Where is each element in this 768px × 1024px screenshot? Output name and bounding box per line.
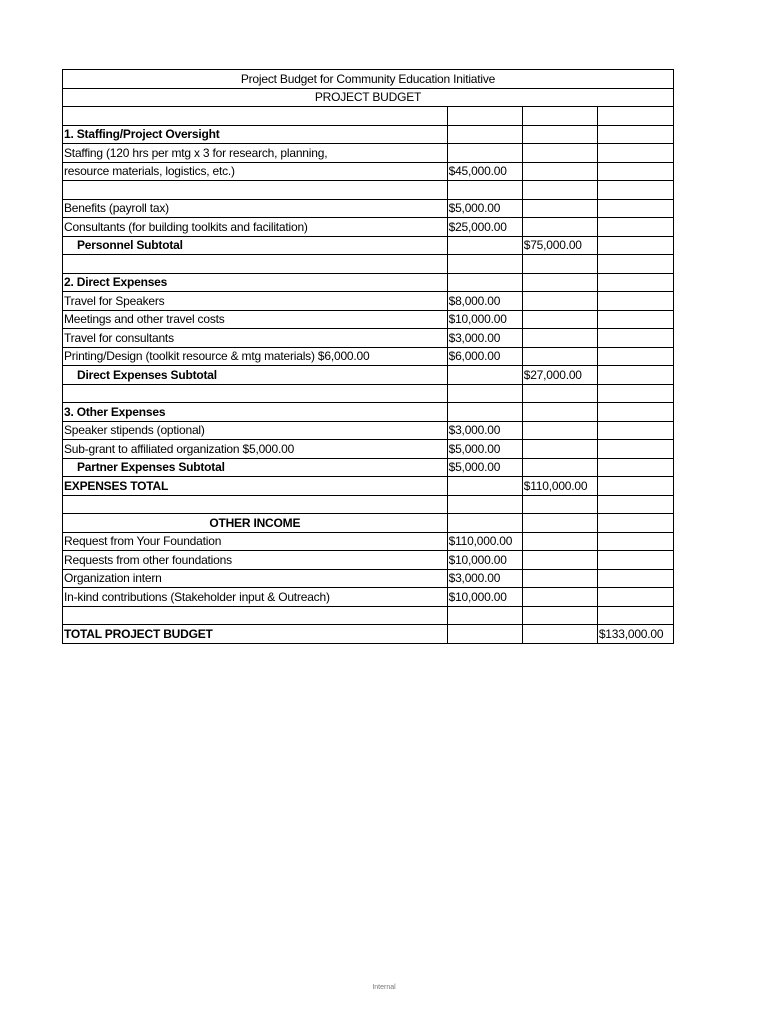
budget-row xyxy=(63,384,674,403)
row-total xyxy=(597,255,673,274)
row-amount: $10,000.00 xyxy=(447,310,522,329)
budget-row xyxy=(63,347,674,366)
row-amount: $5,000.00 xyxy=(447,458,522,477)
row-subtotal: $27,000.00 xyxy=(522,366,597,385)
row-label: Consultants (for building toolkits and facilitation) xyxy=(63,218,448,237)
row-amount: $8,000.00 xyxy=(447,292,522,311)
row-subtotal xyxy=(522,625,597,644)
row-amount: $10,000.00 xyxy=(447,588,522,607)
row-label: TOTAL PROJECT BUDGET xyxy=(63,625,448,644)
row-amount xyxy=(447,625,522,644)
row-amount: $5,000.00 xyxy=(447,440,522,459)
row-subtotal xyxy=(522,125,597,144)
row-subtotal xyxy=(522,569,597,588)
row-amount: $10,000.00 xyxy=(447,551,522,570)
row-label xyxy=(63,181,448,200)
row-label xyxy=(63,107,448,126)
budget-row xyxy=(63,199,674,218)
budget-row xyxy=(63,125,674,144)
row-subtotal xyxy=(522,514,597,533)
budget-row xyxy=(63,421,674,440)
row-amount xyxy=(447,125,522,144)
row-subtotal xyxy=(522,551,597,570)
row-total xyxy=(597,292,673,311)
row-label: 1. Staffing/Project Oversight xyxy=(63,125,448,144)
row-total xyxy=(597,532,673,551)
row-total xyxy=(597,347,673,366)
row-amount xyxy=(447,403,522,422)
row-total xyxy=(597,162,673,181)
row-label xyxy=(63,384,448,403)
row-amount xyxy=(447,606,522,625)
row-amount xyxy=(447,107,522,126)
row-total xyxy=(597,588,673,607)
row-total xyxy=(597,458,673,477)
row-total xyxy=(597,551,673,570)
budget-row xyxy=(63,236,674,255)
row-amount: $3,000.00 xyxy=(447,421,522,440)
row-total xyxy=(597,403,673,422)
row-total xyxy=(597,569,673,588)
row-total xyxy=(597,606,673,625)
row-amount: $6,000.00 xyxy=(447,347,522,366)
row-subtotal xyxy=(522,440,597,459)
row-subtotal xyxy=(522,606,597,625)
budget-row xyxy=(63,477,674,496)
row-label: Benefits (payroll tax) xyxy=(63,199,448,218)
row-amount xyxy=(447,236,522,255)
row-label xyxy=(63,255,448,274)
row-amount xyxy=(447,273,522,292)
row-subtotal xyxy=(522,495,597,514)
row-label: Printing/Design (toolkit resource & mtg materials) $6,000.00 xyxy=(63,347,448,366)
row-label: Speaker stipends (optional) xyxy=(63,421,448,440)
budget-row xyxy=(63,514,674,533)
row-amount: $45,000.00 xyxy=(447,162,522,181)
budget-row xyxy=(63,403,674,422)
row-amount xyxy=(447,384,522,403)
row-amount: $25,000.00 xyxy=(447,218,522,237)
budget-row xyxy=(63,107,674,126)
row-subtotal xyxy=(522,347,597,366)
row-label xyxy=(63,495,448,514)
budget-row xyxy=(63,162,674,181)
row-subtotal xyxy=(522,162,597,181)
row-subtotal xyxy=(522,181,597,200)
budget-table xyxy=(62,69,674,644)
footer-label: Internal xyxy=(372,984,396,991)
budget-row xyxy=(63,218,674,237)
budget-row xyxy=(63,310,674,329)
row-subtotal xyxy=(522,218,597,237)
row-amount: $5,000.00 xyxy=(447,199,522,218)
row-total xyxy=(597,384,673,403)
budget-row xyxy=(63,440,674,459)
row-amount xyxy=(447,255,522,274)
row-total xyxy=(597,125,673,144)
row-label: 2. Direct Expenses xyxy=(63,273,448,292)
row-subtotal: $110,000.00 xyxy=(522,477,597,496)
budget-row xyxy=(63,606,674,625)
row-label: Travel for Speakers xyxy=(63,292,448,311)
row-total xyxy=(597,218,673,237)
row-label: EXPENSES TOTAL xyxy=(63,477,448,496)
budget-row xyxy=(63,273,674,292)
budget-row xyxy=(63,292,674,311)
row-amount xyxy=(447,514,522,533)
row-label: resource materials, logistics, etc.) xyxy=(63,162,448,181)
row-subtotal xyxy=(522,255,597,274)
row-subtotal xyxy=(522,144,597,163)
row-label: OTHER INCOME xyxy=(63,514,448,533)
row-amount: $3,000.00 xyxy=(447,569,522,588)
budget-row xyxy=(63,329,674,348)
row-subtotal: $75,000.00 xyxy=(522,236,597,255)
row-label: Organization intern xyxy=(63,569,448,588)
row-amount xyxy=(447,181,522,200)
budget-row xyxy=(63,255,674,274)
row-subtotal xyxy=(522,292,597,311)
row-amount xyxy=(447,495,522,514)
row-amount xyxy=(447,144,522,163)
row-total xyxy=(597,495,673,514)
title-row xyxy=(63,70,674,89)
row-label: Personnel Subtotal xyxy=(63,236,448,255)
row-amount xyxy=(447,477,522,496)
row-label: Staffing (120 hrs per mtg x 3 for research, planning, xyxy=(63,144,448,163)
row-label: Travel for consultants xyxy=(63,329,448,348)
row-total xyxy=(597,199,673,218)
budget-row xyxy=(63,144,674,163)
document-subtitle: PROJECT BUDGET xyxy=(63,88,674,107)
row-subtotal xyxy=(522,199,597,218)
row-subtotal xyxy=(522,310,597,329)
row-label: 3. Other Expenses xyxy=(63,403,448,422)
budget-row xyxy=(63,588,674,607)
row-subtotal xyxy=(522,421,597,440)
row-total xyxy=(597,477,673,496)
row-label: Request from Your Foundation xyxy=(63,532,448,551)
budget-row xyxy=(63,532,674,551)
budget-row xyxy=(63,181,674,200)
row-total xyxy=(597,366,673,385)
row-subtotal xyxy=(522,329,597,348)
row-total: $133,000.00 xyxy=(597,625,673,644)
row-subtotal xyxy=(522,403,597,422)
row-label: In-kind contributions (Stakeholder input & Outreach) xyxy=(63,588,448,607)
row-subtotal xyxy=(522,107,597,126)
budget-row xyxy=(63,551,674,570)
row-total xyxy=(597,440,673,459)
row-total xyxy=(597,144,673,163)
row-total xyxy=(597,236,673,255)
budget-row xyxy=(63,495,674,514)
row-amount: $3,000.00 xyxy=(447,329,522,348)
row-total xyxy=(597,273,673,292)
row-total xyxy=(597,181,673,200)
row-label: Sub-grant to affiliated organization $5,000.00 xyxy=(63,440,448,459)
budget-row xyxy=(63,625,674,644)
row-subtotal xyxy=(522,273,597,292)
budget-row xyxy=(63,366,674,385)
subtitle-row xyxy=(63,88,674,107)
budget-row xyxy=(63,569,674,588)
row-label: Requests from other foundations xyxy=(63,551,448,570)
row-subtotal xyxy=(522,588,597,607)
row-total xyxy=(597,329,673,348)
document-title: Project Budget for Community Education Initiative xyxy=(63,70,674,89)
budget-row xyxy=(63,458,674,477)
row-total xyxy=(597,310,673,329)
row-amount xyxy=(447,366,522,385)
row-subtotal xyxy=(522,458,597,477)
row-label xyxy=(63,606,448,625)
row-label: Direct Expenses Subtotal xyxy=(63,366,448,385)
row-label: Partner Expenses Subtotal xyxy=(63,458,448,477)
row-total xyxy=(597,514,673,533)
row-subtotal xyxy=(522,384,597,403)
row-subtotal xyxy=(522,532,597,551)
row-total xyxy=(597,421,673,440)
row-total xyxy=(597,107,673,126)
row-label: Meetings and other travel costs xyxy=(63,310,448,329)
row-amount: $110,000.00 xyxy=(447,532,522,551)
